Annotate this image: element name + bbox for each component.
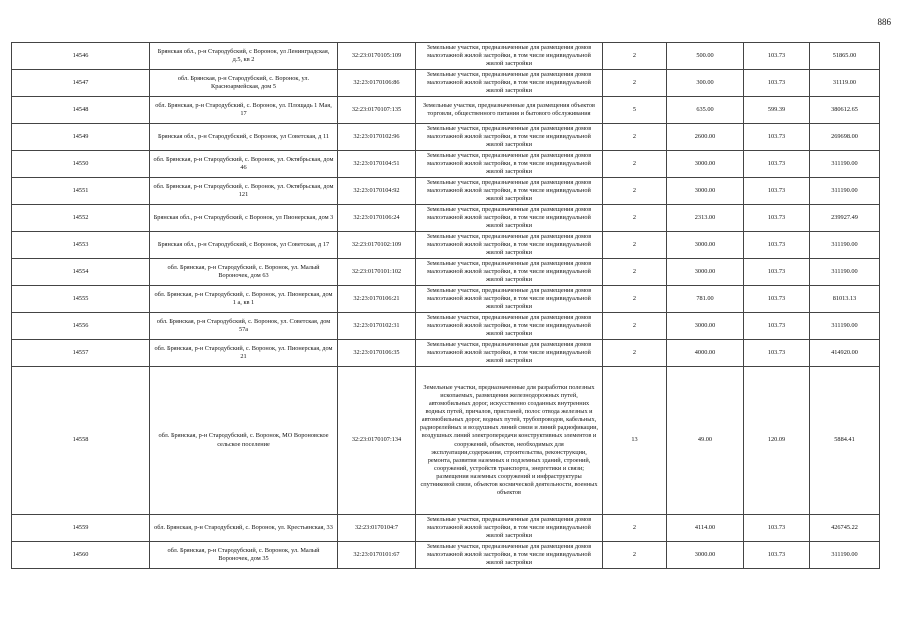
record-number-cell: 14552 [12, 205, 150, 232]
permitted-use-cell: Земельные участки, предназначенные для размещения объектов торговли, общественного питания и бытового обслуживания [416, 97, 603, 124]
table-row [12, 232, 880, 259]
permitted-use-cell: Земельные участки, предназначенные для размещения домов малоэтажной жилой застройки, в том числе индивидуальной жилой застройки [416, 232, 603, 259]
specific-value-cell: 599.39 [744, 97, 810, 124]
cadastral-number-cell: 32:23:0170102:96 [338, 124, 416, 151]
specific-value-cell: 103.73 [744, 259, 810, 286]
use-group-cell: 2 [603, 178, 667, 205]
use-group-cell: 2 [603, 542, 667, 569]
use-group-cell: 2 [603, 70, 667, 97]
specific-value-cell: 103.73 [744, 151, 810, 178]
cadastral-number-cell: 32:23:0170104:51 [338, 151, 416, 178]
cadastral-value-cell: 311190.00 [810, 232, 880, 259]
area-cell: 2313.00 [667, 205, 744, 232]
table-row [12, 151, 880, 178]
cadastral-number-cell: 32:23:0170106:24 [338, 205, 416, 232]
table-row [12, 124, 880, 151]
cadastral-number-cell: 32:23:0170107:135 [338, 97, 416, 124]
specific-value-cell: 103.73 [744, 515, 810, 542]
cadastral-number-cell: 32:23:0170102:109 [338, 232, 416, 259]
cadastral-number-cell: 32:23:0170105:109 [338, 43, 416, 70]
record-number-cell: 14547 [12, 70, 150, 97]
cadastral-value-cell: 5884.41 [810, 367, 880, 515]
cadastral-number-cell: 32:23:0170104:92 [338, 178, 416, 205]
area-cell: 300.00 [667, 70, 744, 97]
permitted-use-cell: Земельные участки, предназначенные для разработки полезных ископаемых, размещения железнодорожных путей, автомобильных дорог, искусственно созданных внутренних водных путей, причалов, пристаней, полос отвода железных и автомобильных дорог, водных путей, трубопроводов, кабельных, радиорелейных и воздушных линий связи и линий радиофикации, воздушных линий электропередачи конструктивных элементов и сооружений, объектов, необходимых для эксплуатации,содержания, строительства, реконструкции, ремонта, развития наземных и подземных зданий, строений, сооружений, устройств транспорта, энергетики и связи; размещения наземных сооружений и инфраструктуры спутниковой связи, объектов космической деятельности, военных объектов [416, 367, 603, 515]
address-cell: обл. Брянская, р-н Стародубский, с. Воронок, ул. Советская, дом 57а [150, 313, 338, 340]
use-group-cell: 2 [603, 340, 667, 367]
permitted-use-cell: Земельные участки, предназначенные для размещения домов малоэтажной жилой застройки, в том числе индивидуальной жилой застройки [416, 515, 603, 542]
cadastral-value-cell: 414920.00 [810, 340, 880, 367]
record-number-cell: 14556 [12, 313, 150, 340]
record-number-cell: 14546 [12, 43, 150, 70]
cadastral-value-cell: 311190.00 [810, 542, 880, 569]
cadastral-number-cell: 32:23:0170101:102 [338, 259, 416, 286]
use-group-cell: 2 [603, 151, 667, 178]
record-number-cell: 14558 [12, 367, 150, 515]
address-cell: Брянская обл., р-н Стародубский, с Воронок, ул Советская, д 17 [150, 232, 338, 259]
cadastral-value-cell: 51865.00 [810, 43, 880, 70]
cadastral-number-cell: 32:23:0170106:86 [338, 70, 416, 97]
permitted-use-cell: Земельные участки, предназначенные для размещения домов малоэтажной жилой застройки, в том числе индивидуальной жилой застройки [416, 124, 603, 151]
cadastral-value-cell: 311190.00 [810, 151, 880, 178]
area-cell: 2600.00 [667, 124, 744, 151]
permitted-use-cell: Земельные участки, предназначенные для размещения домов малоэтажной жилой застройки, в том числе индивидуальной жилой застройки [416, 205, 603, 232]
address-cell: Брянская обл., р-н Стародубский, с Воронок, ул Ленинградская, д.5, кв 2 [150, 43, 338, 70]
record-number-cell: 14554 [12, 259, 150, 286]
permitted-use-cell: Земельные участки, предназначенные для размещения домов малоэтажной жилой застройки, в том числе индивидуальной жилой застройки [416, 542, 603, 569]
address-cell: обл. Брянская, р-н Стародубский, с. Воронок, ул. Пионерская, дом 1 а, кв 1 [150, 286, 338, 313]
cadastral-value-cell: 311190.00 [810, 178, 880, 205]
use-group-cell: 2 [603, 286, 667, 313]
cadastral-value-cell: 81013.13 [810, 286, 880, 313]
table-row [12, 70, 880, 97]
use-group-cell: 2 [603, 43, 667, 70]
address-cell: обл. Брянская, р-н Стародубский, с. Воронок, ул. Октябрьская, дом 46 [150, 151, 338, 178]
table-row [12, 205, 880, 232]
table-body [12, 43, 880, 569]
area-cell: 781.00 [667, 286, 744, 313]
table-row [12, 286, 880, 313]
record-number-cell: 14549 [12, 124, 150, 151]
table-row [12, 43, 880, 70]
use-group-cell: 2 [603, 205, 667, 232]
cadastral-value-cell: 31119.00 [810, 70, 880, 97]
address-cell: обл. Брянская, р-н Стародубский, с. Воронок, ул. Пионерская, дом 21 [150, 340, 338, 367]
land-register-table [11, 42, 880, 569]
record-number-cell: 14553 [12, 232, 150, 259]
cadastral-value-cell: 269698.00 [810, 124, 880, 151]
specific-value-cell: 103.73 [744, 313, 810, 340]
address-cell: обл. Брянская, р-н Стародубский, с. Воронок, ул. Красноармейская, дом 5 [150, 70, 338, 97]
address-cell: обл. Брянская, р-н Стародубский, с. Воронок, ул. Площадь 1 Мая, 17 [150, 97, 338, 124]
use-group-cell: 2 [603, 232, 667, 259]
permitted-use-cell: Земельные участки, предназначенные для размещения домов малоэтажной жилой застройки, в том числе индивидуальной жилой застройки [416, 43, 603, 70]
specific-value-cell: 103.73 [744, 340, 810, 367]
cadastral-value-cell: 239927.49 [810, 205, 880, 232]
specific-value-cell: 103.73 [744, 286, 810, 313]
area-cell: 3000.00 [667, 178, 744, 205]
permitted-use-cell: Земельные участки, предназначенные для размещения домов малоэтажной жилой застройки, в том числе индивидуальной жилой застройки [416, 70, 603, 97]
use-group-cell: 2 [603, 515, 667, 542]
area-cell: 500.00 [667, 43, 744, 70]
area-cell: 3000.00 [667, 542, 744, 569]
cadastral-number-cell: 32:23:0170107:134 [338, 367, 416, 515]
table-row [12, 313, 880, 340]
cadastral-value-cell: 311190.00 [810, 313, 880, 340]
specific-value-cell: 103.73 [744, 205, 810, 232]
cadastral-number-cell: 32:23:0170102:31 [338, 313, 416, 340]
specific-value-cell: 103.73 [744, 232, 810, 259]
area-cell: 4000.00 [667, 340, 744, 367]
cadastral-value-cell: 311190.00 [810, 259, 880, 286]
permitted-use-cell: Земельные участки, предназначенные для размещения домов малоэтажной жилой застройки, в том числе индивидуальной жилой застройки [416, 178, 603, 205]
table-row [12, 515, 880, 542]
permitted-use-cell: Земельные участки, предназначенные для размещения домов малоэтажной жилой застройки, в том числе индивидуальной жилой застройки [416, 286, 603, 313]
use-group-cell: 2 [603, 313, 667, 340]
cadastral-number-cell: 32:23:0170101:67 [338, 542, 416, 569]
specific-value-cell: 103.73 [744, 70, 810, 97]
area-cell: 3000.00 [667, 259, 744, 286]
area-cell: 3000.00 [667, 232, 744, 259]
specific-value-cell: 103.73 [744, 43, 810, 70]
address-cell: Брянская обл., р-н Стародубский, с Воронок, ул Советская, д 11 [150, 124, 338, 151]
permitted-use-cell: Земельные участки, предназначенные для размещения домов малоэтажной жилой застройки, в том числе индивидуальной жилой застройки [416, 313, 603, 340]
cadastral-number-cell: 32:23:0170104:7 [338, 515, 416, 542]
specific-value-cell: 103.73 [744, 542, 810, 569]
table-row [12, 367, 880, 515]
address-cell: обл. Брянская, р-н Стародубский, с. Воронок, ул. Октябрьская, дом 121 [150, 178, 338, 205]
address-cell: обл. Брянская, р-н Стародубский, с. Воронок, МО Вороновское сельское поселение [150, 367, 338, 515]
specific-value-cell: 103.73 [744, 178, 810, 205]
address-cell: обл. Брянская, р-н Стародубский, с. Воронок, ул. Малый Вороночек, дом 63 [150, 259, 338, 286]
permitted-use-cell: Земельные участки, предназначенные для размещения домов малоэтажной жилой застройки, в том числе индивидуальной жилой застройки [416, 340, 603, 367]
record-number-cell: 14555 [12, 286, 150, 313]
record-number-cell: 14559 [12, 515, 150, 542]
table-row [12, 259, 880, 286]
address-cell: обл. Брянская, р-н Стародубский, с. Воронок, ул. Крестьянская, 33 [150, 515, 338, 542]
record-number-cell: 14548 [12, 97, 150, 124]
record-number-cell: 14551 [12, 178, 150, 205]
use-group-cell: 5 [603, 97, 667, 124]
permitted-use-cell: Земельные участки, предназначенные для размещения домов малоэтажной жилой застройки, в том числе индивидуальной жилой застройки [416, 151, 603, 178]
table-row [12, 340, 880, 367]
use-group-cell: 2 [603, 259, 667, 286]
specific-value-cell: 103.73 [744, 124, 810, 151]
use-group-cell: 13 [603, 367, 667, 515]
area-cell: 49.00 [667, 367, 744, 515]
table-row [12, 542, 880, 569]
area-cell: 3000.00 [667, 151, 744, 178]
record-number-cell: 14557 [12, 340, 150, 367]
area-cell: 3000.00 [667, 313, 744, 340]
cadastral-value-cell: 380612.65 [810, 97, 880, 124]
cadastral-number-cell: 32:23:0170106:35 [338, 340, 416, 367]
area-cell: 635.00 [667, 97, 744, 124]
cadastral-value-cell: 426745.22 [810, 515, 880, 542]
table-row [12, 97, 880, 124]
record-number-cell: 14550 [12, 151, 150, 178]
use-group-cell: 2 [603, 124, 667, 151]
record-number-cell: 14560 [12, 542, 150, 569]
permitted-use-cell: Земельные участки, предназначенные для размещения домов малоэтажной жилой застройки, в том числе индивидуальной жилой застройки [416, 259, 603, 286]
cadastral-number-cell: 32:23:0170106:21 [338, 286, 416, 313]
table-row [12, 178, 880, 205]
specific-value-cell: 120.09 [744, 367, 810, 515]
page-number: 886 [877, 17, 891, 27]
address-cell: Брянская обл., р-н Стародубский, с Воронок, ул Пионерская, дом 3 [150, 205, 338, 232]
address-cell: обл. Брянская, р-н Стародубский, с. Воронок, ул. Малый Вороночек, дом 35 [150, 542, 338, 569]
area-cell: 4114.00 [667, 515, 744, 542]
